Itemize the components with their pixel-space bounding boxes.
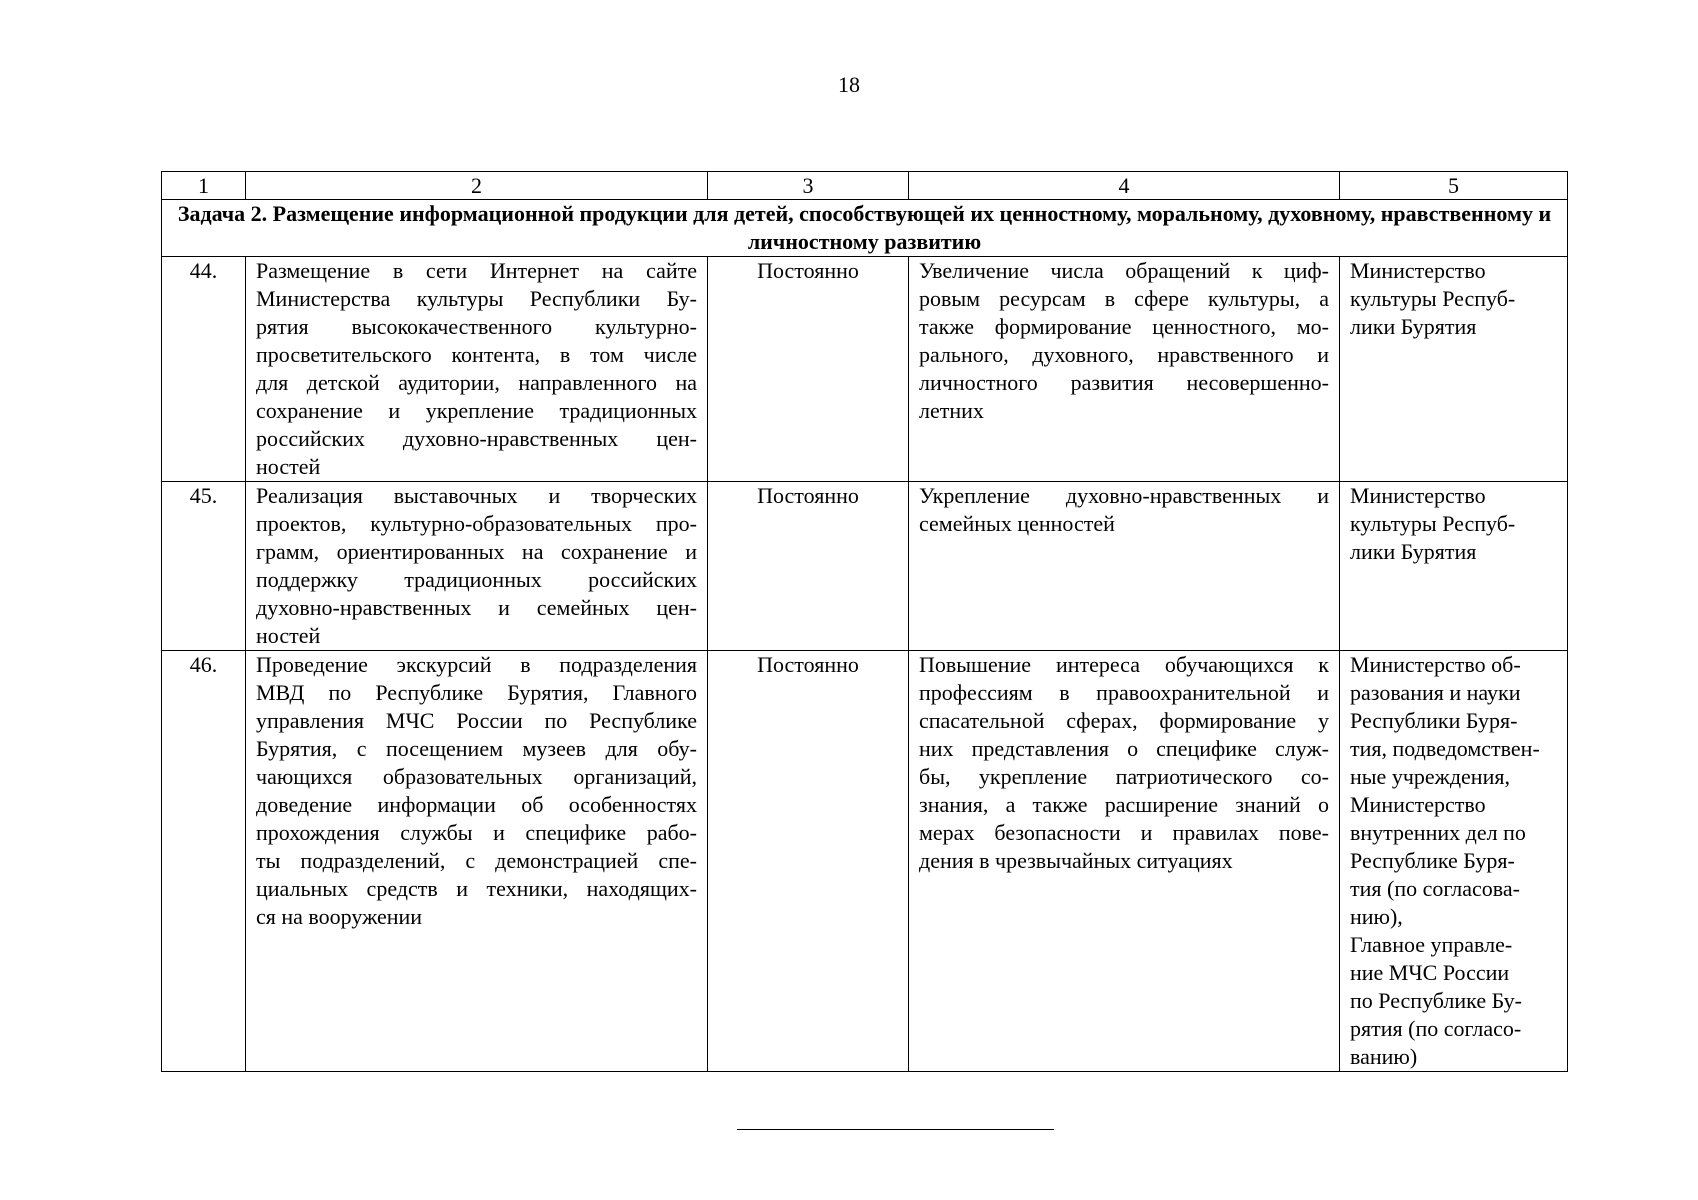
activity-cell	[246, 651, 708, 1072]
executor-line: по Республике Бу-	[1350, 988, 1522, 1013]
activity-line: чающихся образовательных организаций,	[256, 764, 697, 789]
activity-line: духовно-нравственных и семейных цен-	[256, 595, 697, 620]
activity-line: грамм, ориентированных на сохранение и	[256, 539, 697, 564]
executor-line: ние МЧС России	[1350, 960, 1510, 985]
result-line: спасательной сферах, формирование у	[919, 708, 1329, 733]
activity-line: МВД по Республике Бурятия, Главного	[256, 680, 697, 705]
activity-line: ностей	[256, 454, 321, 479]
executor-line: нию),	[1350, 904, 1403, 929]
column-number-4: 4	[909, 172, 1340, 200]
activity-line: управления МЧС России по Республике	[256, 708, 697, 733]
column-number-2: 2	[246, 172, 708, 200]
executor-cell	[1340, 482, 1568, 651]
activity-line: циальных средств и техники, находящих-	[256, 876, 697, 901]
row-number: 45.	[162, 482, 246, 651]
result-cell	[909, 651, 1340, 1072]
result-line: семейных ценностей	[919, 511, 1115, 536]
executor-line: лики Бурятия	[1350, 314, 1477, 339]
executor-cell	[1340, 257, 1568, 482]
result-line: профессиям в правоохранительной и	[919, 680, 1329, 705]
activity-line: ты подразделений, с демонстрацией спе-	[256, 848, 697, 873]
row-number: 44.	[162, 257, 246, 482]
executor-line: Министерство об-	[1350, 652, 1521, 677]
executor-line: лики Бурятия	[1350, 539, 1477, 564]
activity-line: прохождения службы и специфике рабо-	[256, 820, 697, 845]
executor-line: рятия (по согласо-	[1350, 1016, 1522, 1041]
executor-line: ные учреждения,	[1350, 764, 1510, 789]
activity-line: Министерства культуры Республики Бу-	[256, 286, 697, 311]
result-line: дения в чрезвычайных ситуациях	[919, 848, 1233, 873]
activity-line: Реализация выставочных и творческих	[256, 483, 697, 508]
column-number-5: 5	[1340, 172, 1568, 200]
activity-cell	[246, 257, 708, 482]
activity-line: рятия высококачественного культурно-	[256, 314, 697, 339]
column-number-row	[162, 172, 1568, 200]
column-number-3: 3	[708, 172, 909, 200]
executor-line: тия, подведомствен-	[1350, 736, 1540, 761]
result-line: Укрепление духовно-нравственных и	[919, 483, 1329, 508]
executor-line: Главное управле-	[1350, 932, 1513, 957]
activity-line: Размещение в сети Интернет на сайте	[256, 258, 697, 283]
table-row	[162, 651, 1568, 1072]
executor-cell	[1340, 651, 1568, 1072]
result-line: рального, духовного, нравственного и	[919, 342, 1329, 367]
activity-cell	[246, 482, 708, 651]
term-cell: Постоянно	[708, 482, 909, 651]
executor-line: разования и науки	[1350, 680, 1521, 705]
executor-line: тия (по согласова-	[1350, 876, 1520, 901]
executor-line: Министерство	[1350, 483, 1486, 508]
result-cell	[909, 482, 1340, 651]
result-line: летних	[919, 398, 984, 423]
activity-line: Бурятия, с посещением музеев для обу-	[256, 736, 697, 761]
result-line: личностного развития несовершенно-	[919, 370, 1329, 395]
executor-line: Министерство	[1350, 792, 1486, 817]
term-cell: Постоянно	[708, 257, 909, 482]
executor-line: Республики Буря-	[1350, 708, 1518, 733]
section-row	[162, 200, 1568, 257]
executor-line: Министерство	[1350, 258, 1486, 283]
executor-line: внутренних дел по	[1350, 820, 1526, 845]
activity-line: российских духовно-нравственных цен-	[256, 426, 697, 451]
activities-table	[161, 171, 1568, 1072]
executor-line: Республике Буря-	[1350, 848, 1515, 873]
executor-line: ванию)	[1350, 1044, 1418, 1069]
footer-divider	[737, 1129, 1054, 1130]
activity-line: поддержку традиционных российских	[256, 567, 697, 592]
executor-line: культуры Респуб-	[1350, 286, 1516, 311]
page-number: 18	[838, 72, 860, 97]
result-line: бы, укрепление патриотического со-	[919, 764, 1329, 789]
row-number: 46.	[162, 651, 246, 1072]
activity-line: доведение информации об особенностях	[256, 792, 697, 817]
activity-line: ностей	[256, 623, 321, 648]
result-line: знания, а также расширение знаний о	[919, 792, 1329, 817]
term-cell: Постоянно	[708, 651, 909, 1072]
result-line: мерах безопасности и правилах пове-	[919, 820, 1329, 845]
column-number-1: 1	[162, 172, 246, 200]
table-row	[162, 482, 1568, 651]
activity-line: просветительского контента, в том числе	[256, 342, 697, 367]
executor-line: культуры Респуб-	[1350, 511, 1516, 536]
result-line: ровым ресурсам в сфере культуры, а	[919, 286, 1329, 311]
activity-line: сохранение и укрепление традиционных	[256, 398, 697, 423]
activity-line: ся на вооружении	[256, 904, 423, 929]
table-row	[162, 257, 1568, 482]
result-line: Увеличение числа обращений к циф-	[919, 258, 1329, 283]
result-line: Повышение интереса обучающихся к	[919, 652, 1329, 677]
result-cell	[909, 257, 1340, 482]
section-title: Задача 2. Размещение информационной продукции для детей, способствующей их ценностному, моральному, духовному, нравственному и личностному развитию	[162, 200, 1568, 257]
activity-line: Проведение экскурсий в подразделения	[256, 652, 697, 677]
result-line: них представления о специфике служ-	[919, 736, 1329, 761]
result-line: также формирование ценностного, мо-	[919, 314, 1329, 339]
activity-line: проектов, культурно-образовательных про-	[256, 511, 697, 536]
activity-line: для детской аудитории, направленного на	[256, 370, 697, 395]
